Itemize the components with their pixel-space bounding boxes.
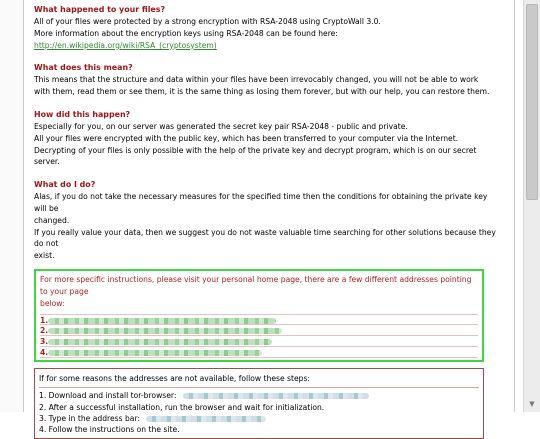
body-line: All your files were encrypted with the public key, which has been transferred to your computer via the Internet. xyxy=(34,133,459,143)
instructions-line: For more specific instructions, please visit your personal home page, there are a few different addresses pointing to your page xyxy=(40,274,472,296)
redacted-onion-address xyxy=(146,416,266,422)
redacted-address-link[interactable] xyxy=(48,328,282,334)
left-frame xyxy=(0,0,22,412)
step-item xyxy=(39,390,479,401)
fallback-steps-title: If for some reasons the addresses are not available, follow these steps: xyxy=(39,373,479,388)
body-line-text: More information about the encryption keys using RSA-2048 can be found here: xyxy=(34,28,338,38)
body-line: Alas, if you do not take the necessary measures for the specified time then the conditions for obtaining the private key will be xyxy=(34,192,488,213)
step-item: 2. After a successful installation, run the browser and wait for initialization. xyxy=(39,402,325,412)
instructions-text xyxy=(40,274,478,309)
body-line xyxy=(34,28,502,52)
redacted-address-link[interactable] xyxy=(48,350,262,356)
section-body-what-happened xyxy=(34,16,502,51)
body-line: Decrypting of your files is only possible with the help of the private key and decrypt program, which is on our secret server. xyxy=(34,145,477,167)
section-body-what-does-this-mean xyxy=(34,74,502,98)
vertical-scrollbar[interactable] xyxy=(523,0,540,412)
instructions-line: below: xyxy=(40,298,65,308)
address-number: 1. xyxy=(40,316,49,326)
section-heading-what-does-this-mean: What does this mean? xyxy=(34,63,133,73)
ransom-note-page xyxy=(23,0,515,434)
address-row[interactable] xyxy=(40,336,478,347)
step-item xyxy=(39,413,479,424)
address-number: 4. xyxy=(40,348,49,358)
body-line: Especially for you, on our server was generated the secret key pair RSA-2048 - public and private. xyxy=(34,121,408,131)
step-text: 3. Type in the address bar: xyxy=(39,413,140,423)
address-list xyxy=(40,314,478,358)
address-row[interactable] xyxy=(40,314,478,325)
fallback-steps-box xyxy=(34,368,484,439)
scrollbar-thumb[interactable] xyxy=(526,4,538,200)
body-line: with them, read them or see them, it is the same thing as losing them forever, but with our help, you can restore them. xyxy=(34,87,490,97)
section-body-how-did-this-happen xyxy=(34,121,502,168)
step-text: 1. Download and install tor-browser: xyxy=(39,391,177,401)
section-heading-what-do-i-do: What do I do? xyxy=(34,180,96,190)
body-line: exist. xyxy=(34,251,55,261)
body-line: If you really value your data, then we suggest you do not waste valuable time searching for other solutions because they do not xyxy=(34,227,496,249)
address-number: 3. xyxy=(40,337,49,347)
body-line: This means that the structure and data within your files have been irrevocably changed, you will not be able to work xyxy=(34,75,479,85)
address-number: 2. xyxy=(40,326,49,336)
body-line: All of your files were protected by a strong encryption with RSA-2048 using CryptoWall 3.0. xyxy=(34,17,381,26)
redacted-tor-download-link[interactable] xyxy=(183,393,369,399)
section-heading-how-did-this-happen: How did this happen? xyxy=(34,109,131,119)
step-item: 4. Follow the instructions on the site. xyxy=(39,424,180,434)
address-row[interactable] xyxy=(40,325,478,336)
note-content xyxy=(34,4,502,439)
body-line: changed. xyxy=(34,215,70,225)
address-row[interactable] xyxy=(40,347,478,358)
wikipedia-rsa-link[interactable]: http://en.wikipedia.org/wiki/RSA_(cryptosystem) xyxy=(34,40,217,50)
section-body-what-do-i-do xyxy=(34,191,502,262)
chevron-down-icon[interactable]: ▼ xyxy=(529,400,535,408)
redacted-address-link[interactable] xyxy=(48,318,276,324)
instructions-box xyxy=(34,269,484,362)
redacted-address-link[interactable] xyxy=(48,339,272,345)
section-heading-what-happened: What happened to your files? xyxy=(34,5,166,14)
